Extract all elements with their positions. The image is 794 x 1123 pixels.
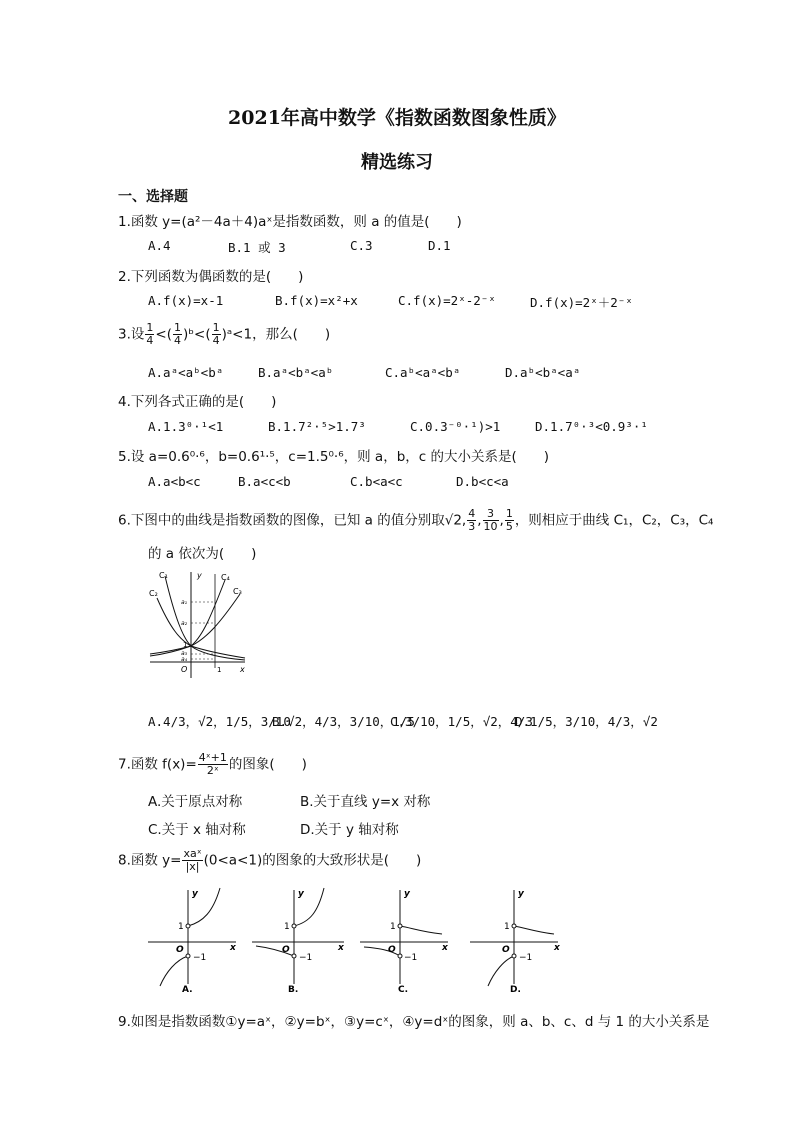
axis-origin-label: O <box>388 945 396 955</box>
section-heading: 一、选择题 <box>118 189 188 205</box>
q8-prefix: 8.函数 y= <box>118 852 182 869</box>
q6-option-c: C.3/10，1/5，√2，4/3 <box>390 714 533 729</box>
axis-origin-label: O <box>282 945 290 955</box>
question-5-stem: 5.设 a=0.6⁰·⁶，b=0.6¹·⁵，c=1.5⁰·⁶，则 a，b，c 的大小关系是( ) <box>118 449 550 465</box>
q5-option-d: D.b<c<a <box>456 474 509 489</box>
question-2-stem: 2.下列函数为偶函数的是( ) <box>118 269 304 285</box>
q3-prefix: 3.设 <box>118 326 145 343</box>
q7-option-c: C.关于 x 轴对称 <box>148 822 246 838</box>
curve-c2 <box>157 598 245 658</box>
q8-graph-b <box>252 884 352 994</box>
q4-option-a: A.1.3⁰·¹<1 <box>148 419 224 434</box>
q8-suffix: (0<a<1)的图象的大致形状是( ) <box>203 852 422 869</box>
q4-option-d: D.1.7⁰·³<0.9³·¹ <box>535 419 648 434</box>
q6-option-a: A.4/3，√2，1/5，3/10 <box>148 714 291 729</box>
label-c3: C₃ <box>233 587 242 596</box>
page-title: 2021年高中数学《指数函数图象性质》 <box>228 107 566 129</box>
q6-option-d: D.1/5，3/10，4/3，√2 <box>515 714 658 729</box>
q7-option-d: D.关于 y 轴对称 <box>300 822 399 838</box>
q4-option-b: B.1.7²·⁵>1.7³ <box>268 419 366 434</box>
label-x-one: 1 <box>217 666 222 674</box>
q3-frac-1: $\frac{1}{4}$ <box>146 321 154 347</box>
axis-one-label: 1 <box>390 922 396 932</box>
graph-c-label: C. <box>398 985 409 994</box>
q6-frac-3-10: $\frac{3}{10}$ <box>483 507 498 533</box>
label-origin: O <box>181 665 188 674</box>
curve-c4 <box>150 580 225 656</box>
q1-option-a: A.4 <box>148 238 171 253</box>
q7-numerator: 4ˣ+1 <box>198 751 227 764</box>
q5-option-c: C.b<a<c <box>350 474 403 489</box>
label-c2: C₂ <box>149 589 158 598</box>
q6-stem-continued: 的 a 依次为( ) <box>148 546 257 562</box>
axis-y-label: y <box>404 889 410 899</box>
q6-frac-4-3: $\frac{4}{3}$ <box>468 507 476 533</box>
q4-option-c: C.0.3⁻⁰·¹)>1 <box>410 419 501 434</box>
graph-b-label: B. <box>288 985 299 994</box>
page-subtitle: 精选练习 <box>361 152 433 173</box>
q8-graph-a <box>148 884 248 994</box>
q2-option-d: D.f(x)=2ˣ＋2⁻ˣ <box>530 295 633 310</box>
axis-y-label: y <box>192 889 198 899</box>
q7-suffix: 的图象( ) <box>228 756 307 773</box>
q3-frac-2: $\frac{1}{4}$ <box>173 321 181 347</box>
axis-x-label: x <box>554 943 560 953</box>
label-y: y <box>197 571 202 580</box>
axis-neg-one-label: −1 <box>193 953 207 963</box>
q7-option-a: A.关于原点对称 <box>148 794 243 810</box>
q3-option-c: C.aᵇ<aᵃ<bᵃ <box>385 365 461 380</box>
axis-neg-one-label: −1 <box>299 953 313 963</box>
axis-origin-label: O <box>176 945 184 955</box>
q2-option-a: A.f(x)=x-1 <box>148 293 224 308</box>
q6-stem-b: ，则相应于曲线 C₁，C₂，C₃，C₄ <box>514 512 714 529</box>
question-9-stem: 9.如图是指数函数①y=aˣ，②y=bˣ，③y=cˣ，④y=dˣ的图象，则 a、b、c、d 与 1 的大小关系是 <box>118 1014 710 1030</box>
q1-option-b: B.1 或 3 <box>228 240 286 255</box>
question-1-stem: 1.函数 y=(a²－4a＋4)aˣ是指数函数，则 a 的值是( ) <box>118 214 462 230</box>
axis-x-label: x <box>442 943 448 953</box>
label-a4: a₄ <box>181 656 188 663</box>
question-4-stem: 4.下列各式正确的是( ) <box>118 394 277 410</box>
q8-numerator: xaˣ <box>183 847 202 860</box>
axis-x-label: x <box>230 943 236 953</box>
axis-y-label: y <box>298 889 304 899</box>
q3-option-a: A.aᵃ<aᵇ<bᵃ <box>148 365 224 380</box>
question-7-stem <box>118 752 307 777</box>
label-y-one: 1 <box>183 641 188 649</box>
question-8-stem <box>118 848 421 873</box>
q8-fraction <box>182 848 202 873</box>
q3-option-b: B.aᵃ<bᵃ<aᵇ <box>258 365 334 380</box>
axis-neg-one-label: −1 <box>404 953 418 963</box>
curve-c3 <box>150 594 240 654</box>
axis-one-label: 1 <box>284 922 290 932</box>
q3-frac-3: $\frac{1}{4}$ <box>212 321 220 347</box>
q3-mid-1: <( <box>155 326 172 343</box>
q2-option-b: B.f(x)=x²+x <box>275 293 358 308</box>
q7-prefix: 7.函数 f(x)= <box>118 756 197 773</box>
q3-mid-2: )ᵇ<( <box>182 326 211 343</box>
q7-option-b: B.关于直线 y=x 对称 <box>300 794 431 810</box>
q6-frac-1-5: $\frac{1}{5}$ <box>505 507 513 533</box>
q5-option-a: A.a<b<c <box>148 474 201 489</box>
q3-option-d: D.aᵇ<bᵃ<aᵃ <box>505 365 581 380</box>
q8-denominator: |x| <box>185 860 200 873</box>
q1-option-c: C.3 <box>350 238 373 253</box>
q2-option-c: C.f(x)=2ˣ-2⁻ˣ <box>398 293 496 308</box>
axis-neg-one-label: −1 <box>519 953 533 963</box>
question-3-stem <box>118 322 330 347</box>
graph-a-label: A. <box>182 985 193 994</box>
q6-exponential-curves-figure <box>145 568 250 680</box>
label-a3: a₃ <box>181 650 188 657</box>
q8-graph-d <box>470 884 570 994</box>
axis-one-label: 1 <box>178 922 184 932</box>
q6-stem-a: 6.下图中的曲线是指数函数的图像，已知 a 的值分别取√2, <box>118 512 467 529</box>
q7-fraction <box>198 752 228 777</box>
question-6-stem: 6.下图中的曲线是指数函数的图像，已知 a 的值分别取√2, $\frac{4}{3}$ , $\frac{3}{10}$ , $\frac{1}{5}$ ，则相应于曲线 C₁，C₂，C₃，C₄ <box>118 507 714 533</box>
label-a2: a₂ <box>181 620 188 627</box>
axis-one-label: 1 <box>504 922 510 932</box>
label-c1: C₁ <box>159 571 168 580</box>
label-a1: a₁ <box>181 599 188 606</box>
q8-graph-c <box>360 884 460 994</box>
label-x: x <box>240 665 245 674</box>
axis-y-label: y <box>518 889 524 899</box>
graph-d-label: D. <box>510 985 521 994</box>
q1-option-d: D.1 <box>428 238 451 253</box>
q6-option-b: B.√2，4/3，3/10，1/5 <box>272 714 415 729</box>
axis-origin-label: O <box>502 945 510 955</box>
q5-option-b: B.a<c<b <box>238 474 291 489</box>
q3-mid-3: )ᵃ<1，那么( ) <box>221 326 331 343</box>
axis-x-label: x <box>338 943 344 953</box>
q7-denominator: 2ˣ <box>206 764 219 777</box>
label-c4: C₄ <box>221 573 230 582</box>
